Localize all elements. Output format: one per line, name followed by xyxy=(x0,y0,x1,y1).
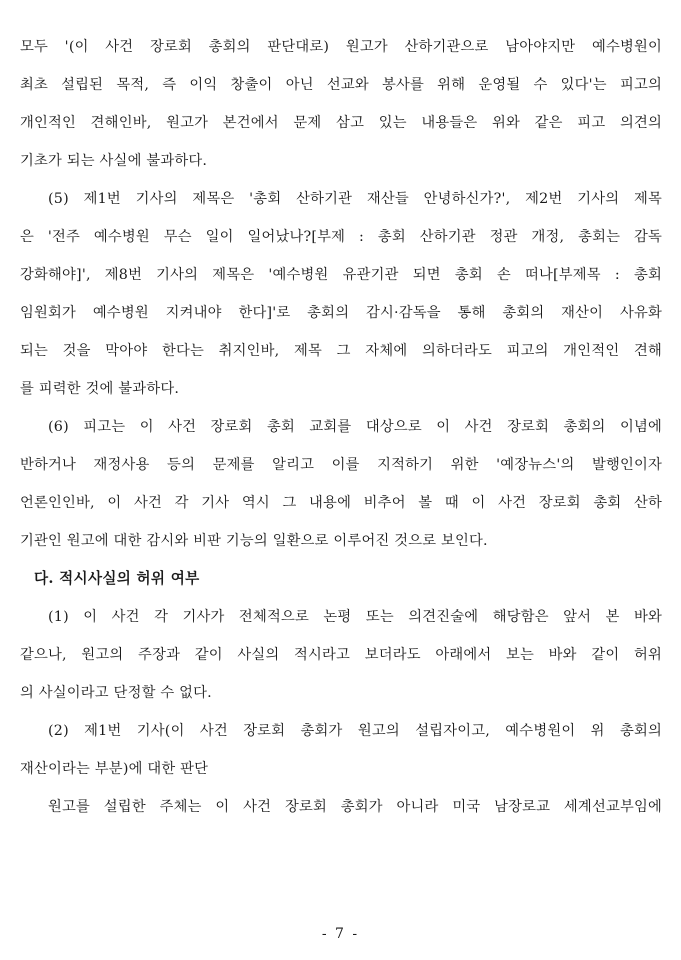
text-line: 되는 것을 막아야 한다는 취지인바, 제목 그 자체에 의하더라도 피고의 개인적인 견해 xyxy=(20,343,662,359)
paragraph-start: 원고를 설립한 주체는 이 사건 장로회 총회가 아니라 미국 남장로교 세계선교부임에 xyxy=(48,799,662,815)
text-line: 같으나, 원고의 주장과 같이 사실의 적시라고 보더라도 아래에서 보는 바와 같이 허위 xyxy=(20,647,662,663)
text-line: 기초가 되는 사실에 불과하다. xyxy=(20,153,208,169)
text-line: 기관인 원고에 대한 감시와 비판 기능의 일환으로 이루어진 것으로 보인다. xyxy=(20,533,488,549)
paragraph-1-start: (1) 이 사건 각 기사가 전체적으로 논평 또는 의견진술에 해당함은 앞서 본 바와 xyxy=(48,609,662,625)
text-line: 모두 '(이 사건 장로회 총회의 판단대로) 원고가 산하기관으로 남아야지만 예수병원이 xyxy=(20,39,662,55)
text-line: 반하거나 재정사용 등의 문제를 알리고 이를 지적하기 위한 '예장뉴스'의 발행인이자 xyxy=(20,457,662,473)
text-line: 재산이라는 부분)에 대한 판단 xyxy=(20,761,209,777)
paragraph-6-start: (6) 피고는 이 사건 장로회 총회 교회를 대상으로 이 사건 장로회 총회의 이념에 xyxy=(48,419,662,435)
text-line: 최초 설립된 목적, 즉 이익 창출이 아닌 선교와 봉사를 위해 운영될 수 있다'는 피고의 xyxy=(20,77,662,93)
section-heading: 다. 적시사실의 허위 여부 xyxy=(34,570,200,587)
document-body xyxy=(20,28,662,826)
paragraph-2-start: (2) 제1번 기사(이 사건 장로회 총회가 원고의 설립자이고, 예수병원이 위 총회의 xyxy=(48,723,662,739)
page-number: - 7 - xyxy=(321,926,360,942)
text-line: 를 피력한 것에 불과하다. xyxy=(20,381,180,397)
text-line: 언론인인바, 이 사건 각 기사 역시 그 내용에 비추어 볼 때 이 사건 장로회 총회 산하 xyxy=(20,495,662,511)
text-line: 강화해야]', 제8번 기사의 제목은 '예수병원 유관기관 되면 총회 손 떠나[부제목 : 총회 xyxy=(20,267,662,283)
text-line: 은 '전주 예수병원 무슨 일이 일어났나?[부제 : 총회 산하기관 정관 개정, 총회는 감독 xyxy=(20,229,662,245)
text-line: 개인적인 견해인바, 원고가 본건에서 문제 삼고 있는 내용들은 위와 같은 피고 의견의 xyxy=(20,115,662,131)
text-line: 임원회가 예수병원 지켜내야 한다]'로 총회의 감시·감독을 통해 총회의 재산이 사유화 xyxy=(20,305,662,321)
paragraph-5-start: (5) 제1번 기사의 제목은 '총회 산하기관 재산들 안녕하신가?', 제2번 기사의 제목 xyxy=(48,191,662,207)
text-line: 의 사실이라고 단정할 수 없다. xyxy=(20,685,212,701)
